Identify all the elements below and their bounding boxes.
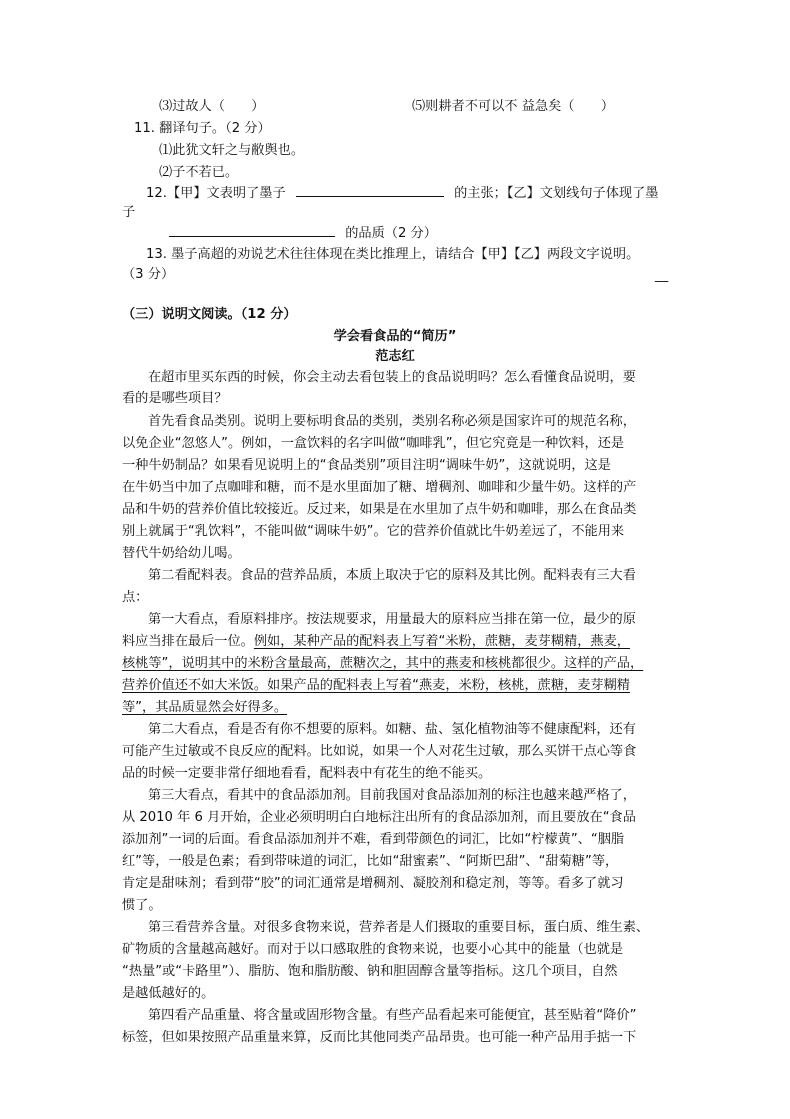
body-line: 别上就属于“乳饮料”，不能叫做“调味牛奶”。它的营养价值就比牛奶差远了，不能用来 (122, 524, 625, 539)
body-line: 标签，但如果按照产品重量来算，反而比其他同类产品昂贵。也可能一种产品用手掂一下 (122, 1030, 637, 1045)
body-line: 肯定是甜味剂；看到带“胶”的词汇通常是增稠剂、凝胶剂和稳定剂，等等。看多了就习 (122, 876, 624, 891)
q10-item-5: ⑸则耕者不可以不 益急矣（ ） (412, 99, 615, 114)
body-line: 第二看配料表。食品的营养品质，本质上取决于它的原料及其比例。配料表有三大看 (148, 568, 636, 583)
body-line: 点： (122, 590, 149, 605)
q13-line-2: （3 分） (122, 267, 175, 282)
q12-line-1 (146, 182, 658, 205)
body-line: 可能产生过敏或不良反应的配料。比如说，如果一个人对花生过敏，那么买饼干点心等食 (122, 744, 637, 759)
section-heading: （三）说明文阅读。（12 分） (122, 307, 297, 322)
body-line: 惯了。 (122, 898, 162, 913)
underlined-line: 核桃等”，说明其中的米粉含量最高，蔗糖次之，其中的燕麦和核桃都很少。这样的产品， (122, 656, 644, 671)
q13-answer-blank[interactable]: __ (655, 268, 669, 283)
q11-sentence-1: ⑴此犹文轩之与敝舆也。 (159, 143, 305, 158)
body-line: 从 2010 年 6 月开始，企业必须明明白白地标注出所有的食品添加剂，而且要放在“食品 (122, 810, 636, 825)
body-line: “热量”或“卡路里”）、脂肪、饱和脂肪酸、钠和胆固醇含量等指标。这几个项目，自然 (122, 964, 618, 979)
q12-text-a: 12.【甲】文表明了墨子 (146, 186, 286, 201)
body-line: 一种牛奶制品？如果看见说明上的“食品类别”项目注明“调味牛奶”，这就说明，这是 (122, 458, 611, 473)
article-title: 学会看食品的“简历” (333, 329, 457, 344)
q12-text-b: 的主张；【乙】文划线句子体现了墨 (454, 186, 659, 201)
underlined-line: 营养价值还不如大米饭。如果产品的配料表上写着“燕麦，米粉，核桃，蔗糖，麦芽糊精 (122, 678, 630, 693)
q11-sentence-2: ⑵子不若已。 (159, 165, 239, 180)
q12-answer-blank-2[interactable] (169, 222, 335, 237)
q12-text-d: 的品质（2 分） (345, 226, 437, 241)
q10-item-3: ⑶过故人（ ） (159, 99, 265, 114)
body-line: 矿物质的含量越高越好。而对于以口感取胜的食物来说，也要小心其中的能量（也就是 (122, 942, 624, 957)
body-line: 在牛奶当中加了点咖啡和糖，而不是水里面加了糖、增稠剂、咖啡和少量牛奶。这样的产 (122, 480, 637, 495)
underlined-line: 等”，其品质显然会好得多。 (122, 700, 288, 715)
body-line: 第四看产品重量、将含量或固形物含量。有些产品看起来可能便宜，甚至贴着“降价” (148, 1008, 637, 1023)
body-line: 第一大看点，看原料排序。按法规要求，用量最大的原料应当排在第一位，最少的原 (148, 612, 636, 627)
body-line: 红”等，一般是色素；看到带味道的词汇，比如“甜蜜素”、“阿斯巴甜”、“甜菊糖”等， (122, 854, 619, 869)
body-line: 第三看营养含量。对很多食物来说，营养者是人们摄取的重要目标，蛋白质、维生素、 (148, 920, 650, 935)
body-line: 替代牛奶给幼儿喝。 (122, 546, 241, 561)
body-line: 第三大看点，看其中的食品添加剂。目前我国对食品添加剂的标注也越来越严格了， (148, 788, 636, 803)
body-line: 首先看食品类别。说明上要标明食品的类别，类别名称必须是国家许可的规范名称， (148, 414, 636, 429)
article-author: 范志红 (375, 349, 415, 364)
q12-text-c: 子 (122, 205, 136, 220)
body-line: 在超市里买东西的时候，你会主动去看包装上的食品说明吗？怎么看懂食品说明，要 (148, 370, 636, 385)
body-text: 料应当排在最后一位。 (122, 634, 254, 649)
body-line: 看的是哪些项目？ (122, 391, 228, 406)
body-line: 是越低越好的。 (122, 986, 215, 1001)
q13-line-1: 13. 墨子高超的劝说艺术往往体现在类比推理上，请结合【甲】【乙】两段文字说明。 (146, 247, 640, 262)
q12-line-3 (169, 222, 437, 245)
body-line: 品和牛奶的营养价值比较接近。反过来，如果是在水里加了点牛奶和咖啡，那么在食品类 (122, 502, 637, 517)
body-line: 以免企业“忽悠人”。例如，一盒饮料的名字叫做“咖啡乳”，但它究竟是一种饮料，还是 (122, 436, 625, 451)
q12-answer-blank-1[interactable] (296, 182, 444, 197)
q11-title: 11. 翻译句子。（2 分） (134, 121, 271, 136)
body-line: 第二大看点，看是否有你不想要的原料。如糖、盐、氢化植物油等不健康配料，还有 (148, 722, 636, 737)
underlined-text: 例如，某种产品的配料表上写着“米粉，蔗糖，麦芽糊精，燕麦， (253, 634, 630, 649)
body-line: 品的时候一定要非常仔细地看看，配料表中有花生的绝不能买。 (122, 766, 492, 781)
body-line-mixed (122, 631, 630, 653)
body-line: 添加剂”一词的后面。看食品添加剂并不难，看到带颜色的词汇，比如“柠檬黄”、“胭脂 (122, 832, 625, 847)
